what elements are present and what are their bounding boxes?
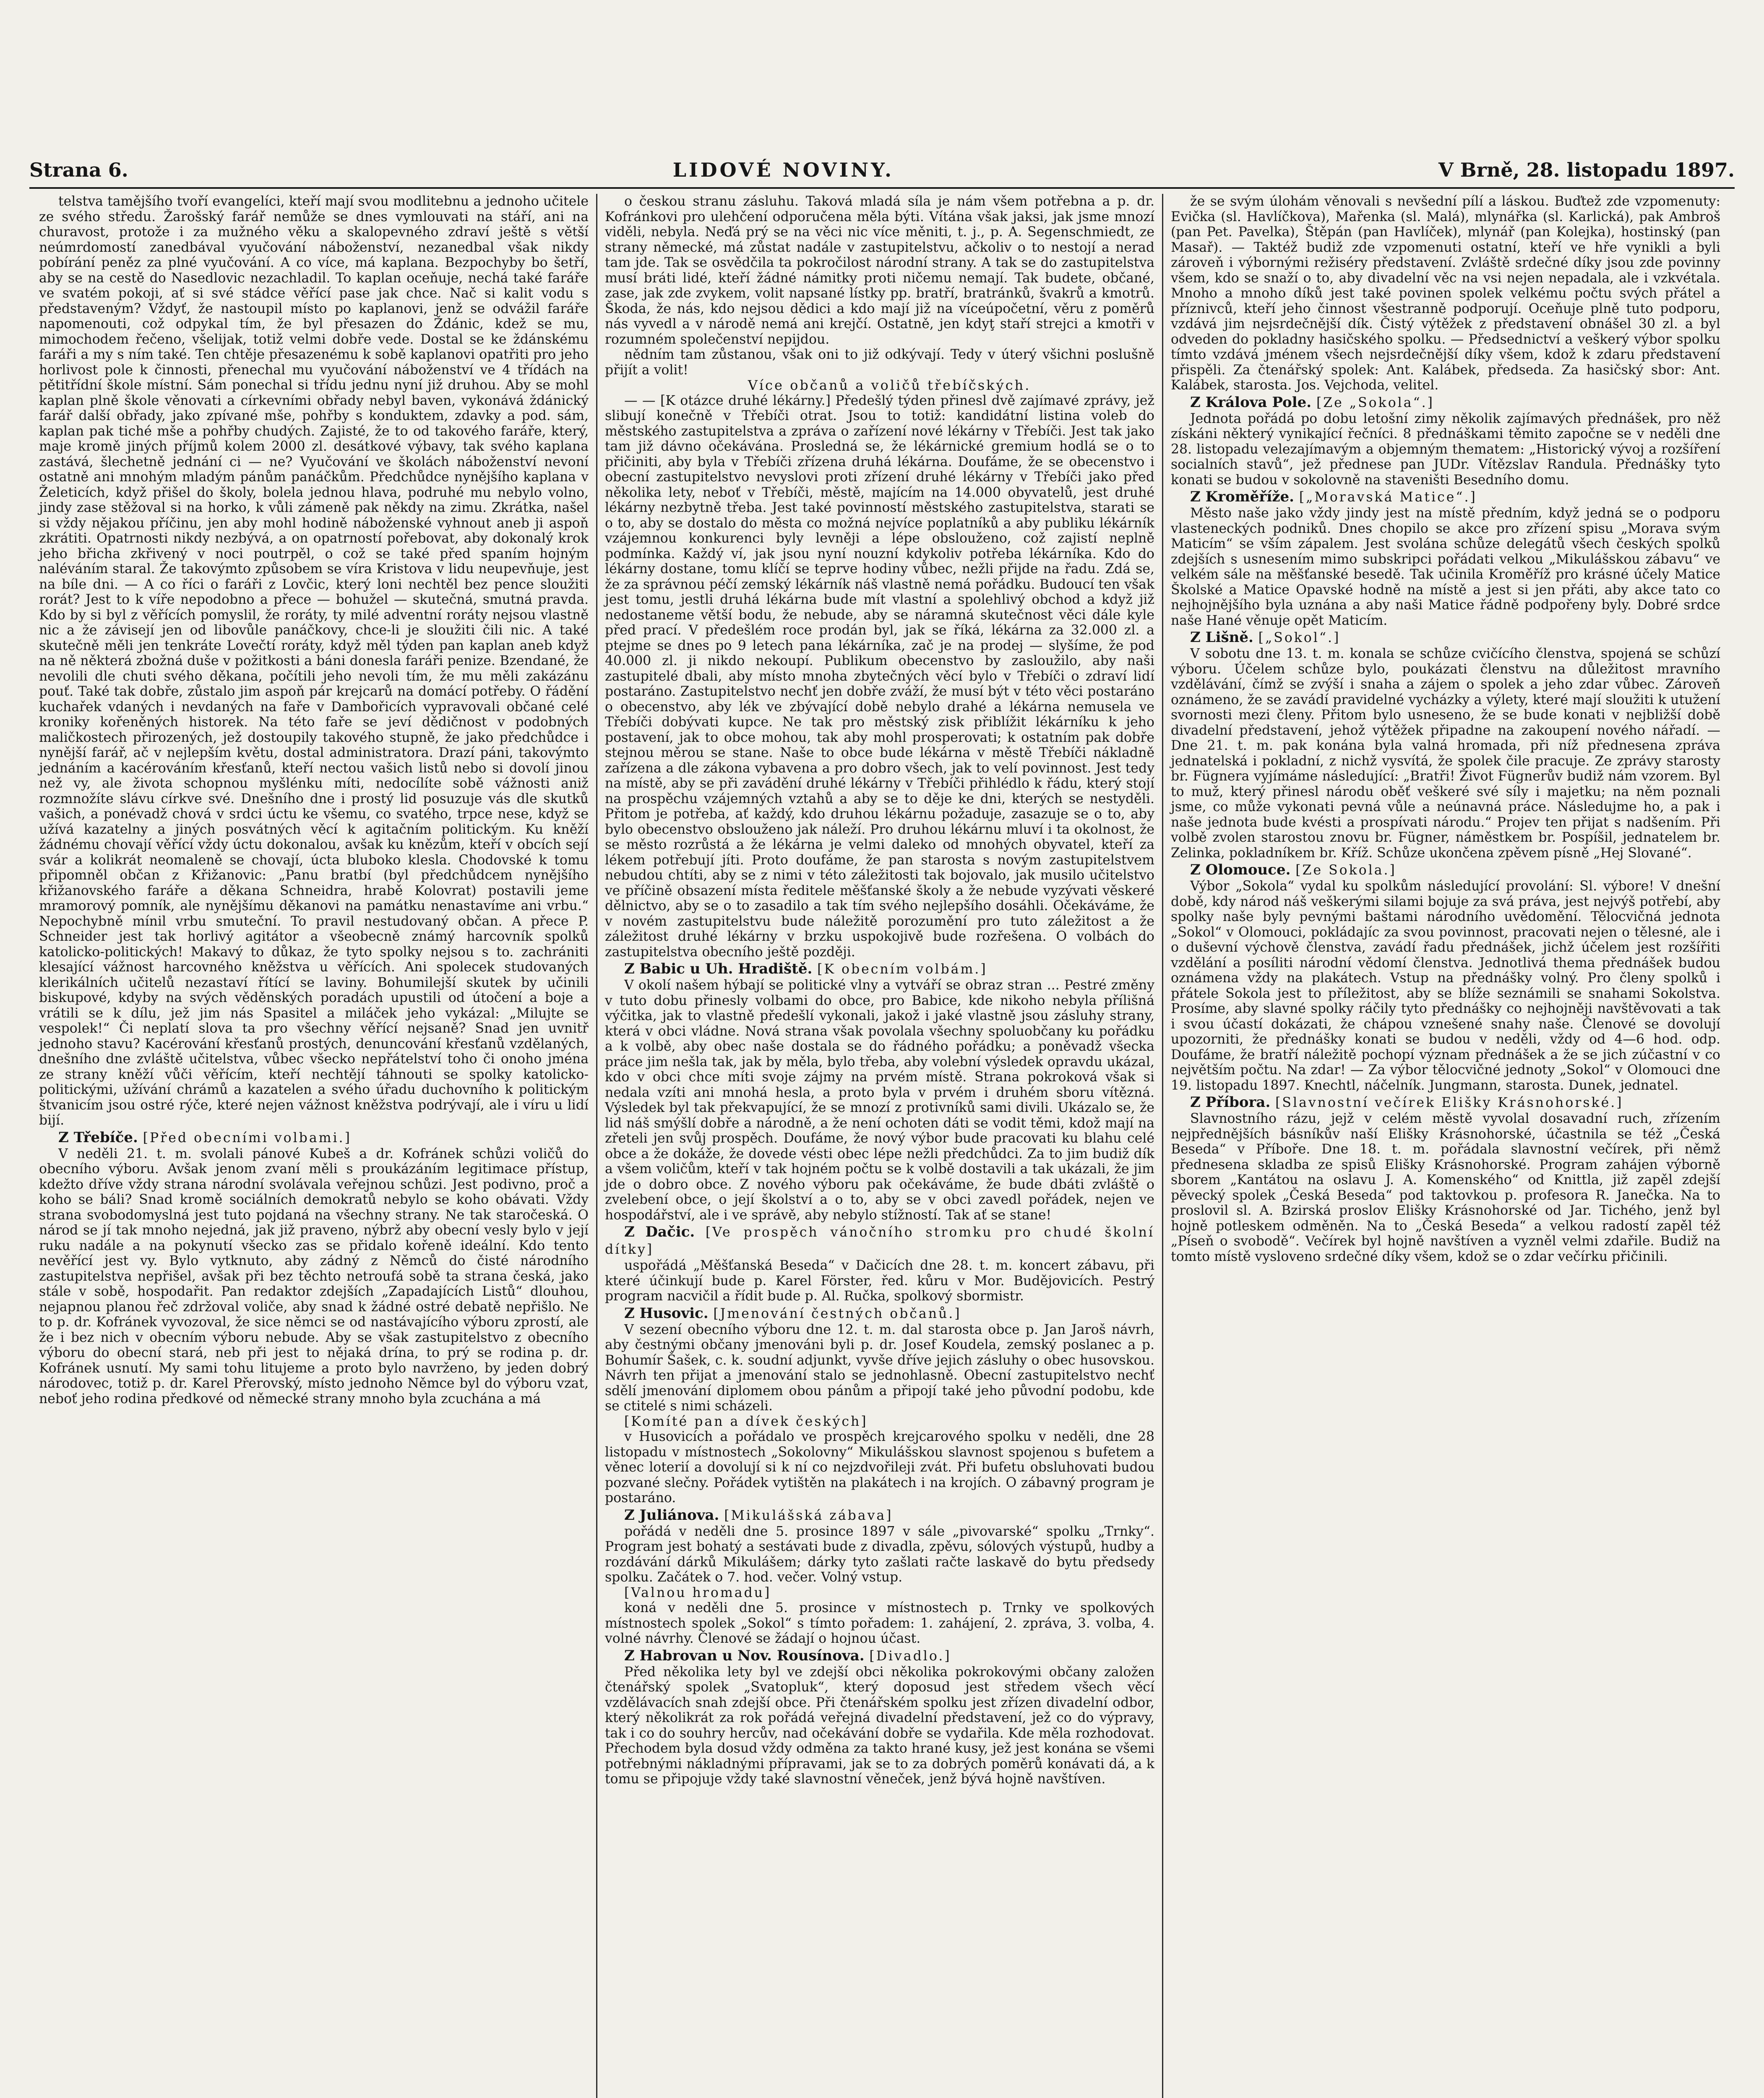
section-title: Z Třebíče. <box>58 1129 138 1146</box>
article-text: pořádá v neděli dne 5. prosince 1897 v sále „pivovarské“ spolku „Trnky“. Program jest bohatý a sestávati bude z divadla, zpěvu, sólových výstupů, hudby a rozdávání dárků Mikulášem; dárky tyto zašlati račte laskavě do bytu předsedy spolku. Začátek o 7. hod. večer. Volný vstup. <box>605 1524 1154 1585</box>
section-heading <box>605 1647 1154 1665</box>
article-text: Výbor „Sokola“ vydal ku spolkům následující provolání: Sl. výbore! V dnešní době, kdy národ náš veškerými silami bojuje za svá práva, jest nejvýš potřebí, aby spolky naše byly pevnými baštami národního uvědomění. Tělocvičná jednota „Sokol“ v Olomouci, pokládajíc za svou povinnost, pracovati nejen o tělesné, ale i o duševní výchově členstva, zavádí řadu přednášek, jichž účelem jest rozšířiti vzdělání a posíliti národní vědomí členstva. Jednotlivá thema přednášek budou oznámena vždy na plakátech. Vstup na přednášky volný. Pro členy spolků i přátele Sokola jest to příležitost, aby se blíže seznámili se snahami Sokolstva. Prosíme, aby slavné spolky ráčily tyto přednášky co nejhojněji navštěvovati a tak i svou účastí dokázati, že chápou vznešené snahy naše. Členové se dovolují upozorniti, že přednášky konati se budou v neděli, vždy od 4—6 hod. odp. Doufáme, že bratří náležitě pochopí význam přednášek a že se jich zúčastní v co největším počtu. Na zdar! — Za výbor tělocvičné jednoty „Sokol“ v Olomouci dne 19. listopadu 1897. Knechtl, náčelník. Jungmann, starosta. Dunek, jednatel. <box>1171 879 1720 1093</box>
article-text: že se svým úlohám věnovali s nevšední pílí a láskou. Buďtež zde vzpomenuty: Evička (sl. Havlíčkova), Mařenka (sl. Malá), mlynářka (sl. Karlická), pak Ambroš (pan Pet. Pavelka), Štěpán (pan Havlíček), mlynář (pan Kolejka), hostinský (pan Masař). — Taktéž budiž zde vzpomenuti ostatní, kteří ve hře vynikli a byli zároveň i výbornými režiséry představení. Zvláště srdečné díky jsou zde povinny všem, kdo se snaží o to, aby divadelní věc na vsi nejen nepadala, ale i vzkvétala. Mnoho a mnoho díků jest také povinen spolek velkému počtu svých přátel a příznivců, kteří jeho činnost všestranně podporují. Oceňuje plně tuto podporu, vzdává jim nejsrdečnější dík. Čistý výtěžek z představení obnášel 30 zl. a byl odveden do pokladny hasičského spolku. — Předsednictví a veškerý výbor spolku tímto vzdává jménem všech nejsrdečnější díky všem, kdož k zdaru představení přispěli. Za čtenářský spolek: Ant. Kalábek, předseda. Za hasičský sbor: Ant. Kalábek, starosta. Jos. Vejchoda, velitel. <box>1171 194 1720 393</box>
column-3 <box>1163 194 1728 2098</box>
section-heading <box>605 960 1154 978</box>
article-text: V sezení obecního výboru dne 12. t. m. dal starosta obce p. Jan Jaroš návrh, aby čestnými občany jmenováni byli p. dr. Josef Koudela, zemský poslanec a p. Bohumír Šašek, c. k. soudní adjunkt, vyvše dříve jejich zásluhy o obec husovskou. Návrh ten přijat a jmenování stalo se jednohlasně. Obecní zastupitelstvo nechť sdělí jmenování diplomem obou pánům a připojí také jeho původní podobu, kde se ctitelé s nimi scházeli. <box>605 1322 1154 1414</box>
section-heading <box>1171 488 1720 506</box>
newspaper-title: LIDOVÉ NOVINY. <box>672 159 894 181</box>
section-title: Z Juliánova. <box>624 1506 719 1524</box>
section-title: Z Habrovan u Nov. Rousínova. <box>624 1647 865 1664</box>
section-title: Z Králova Pole. <box>1190 394 1312 411</box>
section-title: Z Příbora. <box>1190 1094 1271 1111</box>
article-text: nědním tam zůstanou, však oni to již odkývají. Tedy v úterý všichni poslušně přijít a volit! <box>605 347 1154 378</box>
article-text: — — [K otázce druhé lékárny.] Předešlý týden přinesl dvě zajímavé zprávy, jež slibují konečně v Třebíči otrat. Jsou to totiž: kandidátní listina voleb do městského zastupitelstva a zpráva o zařízení nové lékárny v Třebíči. Jest tak jako tam již dávno očekávána. Prosledná se, že lékárnické gremium hodlá se o to přičiniti, aby byla v Třebíči zřízena druhá lékárna. Doufáme, že se obecenstvo i obecní zastupitelstvo nevyslovi proti zřízení druhé lékárny v Třebíči jako před několika lety, neboť v Třebíči, městě, majícím na 14.000 obyvatelů, jest druhé lékárny nezbytně třeba. Jest také povinností městského zastupitelstva, starati se o to, aby se dostalo do města co možná nejvíce poplatníků a aby publiku lékárník vzájemnou konkurenci byly levněji a lépe obslouženo, což zajistí neplně podmínka. Každý ví, jak jsou nyní nouzní kdykoliv potřeba lékárníka. Kdo do lékárny dostane, tomu klíčí se teprve hodiny vůbec, nežli přijde na řadu. Zdá se, že za správnou péčí zemský lékárník náš vlastně nemá pořádku. Budoucí ten však jest tomu, jestli druhá lékárna bude mít vlastní a spolehlivý obchod a když již nedostaneme větší bodu, že nebude, aby se náramná skutečnost věci dále kyle před prací. V předešlém roce prodán byl, jak se říká, lékárna za 32.000 zl. a ptejme se dnes po 9 letech pana lékárníka, zač je na prodej — slyšíme, že pod 40.000 zl. ji nikdo nekoupí. Publikum obecenstvo by zasloužilo, aby naši zastupitelé dbali, aby místo mnoha zbytečných věcí bylo v Třebíči o zdraví lidí postaráno. Zastupitelstvo nechť jen dobře zváží, že musí být v této věci postaráno o obecenstvo, aby lék ve zbývající době nebylo drahé a lékárna nemusela ve Třebíči dobývati kupce. Ne tak pro městský zisk přiblížit lékárníku k jeho postavení, jak to obce mohou, tak aby mohl prosperovati; k ostatním pak dobře stejnou měrou se stane. Naše to obce bude lékárna v městě Třebíči nákladně zařízena a dle zákona vybavena a pro dobro všech, jak to velí povinnost. Jest tedy na místě, aby se při zavádění druhé lékárny v Třebíči přihlédlo k řádu, který stojí na prospěchu vzájemných vztahů a aby se to děje ke dni, kterých se nestyděli. Přitom je potřeba, ať každý, kdo druhou lékárnu požaduje, zasazuje se o to, aby bylo obecenstvo obslouženo jak náleží. Pro druhou lékárnu mluví i ta okolnost, že se město rozrůstá a že lékárna je velmi daleko od mnohých obyvatel, kteří za lékem potřebují jíti. Proto doufáme, že pan starosta s novým zastupitelstvem nebudou chtíti, aby se z nimi v této záležitosti tak bojovalo, jak musilo učitelstvo ve příčině obsazení místa ředitele měšťanské školy a že nebude vyzývati věskeré dělnictvo, aby se o to zasadilo a tak tím svého nejlepšího dosáhli. Očekáváme, že v novém zastupitelstvu bude náležitě porozumění pro tuto záležitost a že záležitost druhé lékárny v brzku uspokojivě bude rozřešena. O volbách do zastupitelstva obecního ještě později. <box>605 393 1154 960</box>
section-title: Z Kroměříže. <box>1190 488 1295 505</box>
section-title: Z Husovic. <box>624 1305 709 1322</box>
section-subtitle: [Před obecními volbami.] <box>143 1130 352 1146</box>
article-text: Jednota pořádá po dobu letošní zimy několik zajímavých přednášek, pro něž získáni některý vynikající řečníci. 8 přednáškami těmito započne se v neděli dne 28. listopadu velezajímavým a objemným thematem: „Historický vývoj a rozšíření socialních stavů“, jež přednese pan JUDr. Vítězslav Randula. Přednášky tyto konati se budou v sokolovně na staveništi Besedního domu. <box>1171 411 1720 488</box>
section-subtitle: [Slavnostní večírek Elišky Krásnohorské.] <box>1275 1095 1623 1110</box>
section-heading <box>1171 629 1720 646</box>
masthead <box>29 154 1735 185</box>
header-rule <box>29 187 1735 189</box>
section-subtitle: [Valnou hromadu] <box>624 1585 771 1600</box>
section-subtitle: [Komíté pan a dívek českých] <box>624 1414 868 1429</box>
section-heading <box>1171 861 1720 879</box>
article-text: telstva tamějšího tvoří evangelíci, kteří mají svou modlitebnu a jednoho učitele ze svého středu. Žarošský farář nemůže se dnes vymlouvati na stáří, ani na churavost, protože i za mužného věku a skalopevného zdraví ještě s větší neúmrdomostí zanedbával vyučování náboženství, nezanedbal však nikdy pobírání peněz za plné vyučování. A co více, má kaplana. Bezpochyby bo šetří, aby se na cestě do Nasedlovic nezachladil. To kaplan oceňuje, nechá také faráře ve svatém pokoji, ať si své stádce věřící pase jak chce. Nač si kalit vodu s představeným? Vždyť, že nastoupil místo po kaplanovi, jenž se odvážil faráře napomenouti, což odpykal tím, že byl přesazen do Ždánic, kdež se mu, mimochodem řečeno, všelijak, totiž velmi dobře vede. Dostal se ke ždánskému faráři a my s ním také. Ten chtěje přesazenému k sobě kaplanovi opatřiti pro jeho horlivost pole k činnosti, přenechal mu vyučování náboženství ve 4 třídách na pětitřídní škole místní. Sám ponechal si třídu jednu nyní již druhou. Aby se mohl kaplan plně škole věnovati a církevními obřady nebyl baven, vykonává ždánický farář další obřady, jako zpívané mše, pohřby s konduktem, zdavky a pod. sám, kaplan pak tiché mše a pohřby chudých. Zajisté, že to od takového faráře, který, maje kromě jiných příjmů kolem 2000 zl. desátkové výbavy, tak svého kaplana zastává, šlechetně jednání ci — ne? Vyučování ve školách náboženství nevoní ostatně ani mnohým mladým pánům panáčkům. Předchůdce nynějšího kaplana v Želeticích, když přišel do školy, bolela jednou hlava, podruhé mu nebylo volno, jindy zase stěžoval si na horko, k vůli zámeně pak někdy na zimu. Zkrátka, našel si vždy nějakou příčinu, jen aby mohl hodině náboženské vyhnout aneb ji aspoň zkrátiti. Opatrnosti nikdy nezbývá, a on opatrností pořebovat, aby dokonalý krok jeho břicha zkřivený v noci poutrpěl, o což se také před spaním hojným naléváním staral. Že takovýmto způsobem se víra Kristova v lidu neupevňuje, jest na bíle dni. — A co říci o faráři z Lovčic, který loni nechtěl bez pence sloužiti rorát? Jest to k víře nepodobno a přece — bohužel — skutečná, smutná pravda. Kdo by si byl z věřících pomyslil, že roráty, ty milé adventní roráty nejsou vlastně nic a že závisejí jen od libovůle panáčkovy, chce-li je sloužiti čili nic. A také skutečně měli jen tenkráte Lovečtí roráty, když měl týden pan kaplan aneb když na ně některá zbožná duše v požitkosti a báni donesla faráři penize. Bzendané, že nevolili dle chuti svého děkana, počítili jeho nevoli tím, že mu měli zakázánu pouť. Také tak dobře, zůstalo jim aspoň pár krejcarů na domácí potřeby. O řádění kuchařek vdaných i nevdaných na faře v Dambořicích vypravovali občané celé kroniky kořeněných historek. Na této faře se jeví dědičnost v podobných maličkostech přirozených, jež dostoupily takového stupně, že jako předchůdce i nynější farář, ač v nejlepším květu, dostal administratora. Drazí páni, takovýmto jednáním a kacérováním křesťanů, kteří nectou vašich listů nebo si dovolí jinou než vy, ale života schopnou myšlénku míti, nedocílíte sobě vážnosti aniž rozmnožíte slávu církve své. Dnešního dne i prostý lid posuzuje vás dle skutků vašich, a ponévadž chová v srdci úctu ke všemu, co svatého, trpce nese, když se užívá kazatelny a jiných posvátných věcí k agitačním politickým. Ku kněží žádnému chovají věřící vždy úctu dokonalou, avšak ku knězům, kteří v obcích sejí svár a kolikrát neomaleně se chovají, úcta bluboko klesla. Chodovské k tomu připomněl občan z Křižanovic: „Panu bratbí (byl předchůdcem nynějšího křižanovského faráře a děkana Schneidra, hrabě Kolovrat) postavili jeme mramorový pomník, ale nynějšímu děkanovi na památku nenastavíme ani vrbu.“ Nepochybně mínil vrbu smuteční. To pravil nestudovaný občan. A přece P. Schneider jest tak horlivý agitátor a všeobecně známý harcovník spolků katolicko-politických! Makavý to důkaz, že tyto spolky nejsou s to. zachrániti klesající vážnost harcovného kněžstva u věřících. Ani spolecek studovaných klerikálních učitelů nezastaví řítící se laviny. Bohumilejší skutek by učinili biskupové, kdyby na svých věděnských poradách upustili od útočení a boje a vrátili se k dílu, jež jim nás Spasitel a miláček jeho vykázal: „Milujte se vespolek!“ Či neplatí slova ta pro všechny věřící nejsaně? Snad jen uvnitř jednoho stavu? Kacérování křesťanů prostých, denuncování křesťanů vzdělaných, dnešního dne zvláště učitelstva, vůbec všecko nepřátelství toho či onoho jména ze strany kněží vůči věřícím, kteří nechtějí táhnouti se spolky katolicko-politickými, užívání chrámů a kazatelen a svého úřadu duchovního k politickým štvanicím jsou ostré rýče, které nejen vážnost kněžstva podrývají, ale i víru u lidí bijí. <box>39 194 589 1128</box>
section-heading <box>39 1129 589 1146</box>
section-heading <box>1171 1094 1720 1111</box>
article-text: o českou stranu zásluhu. Taková mladá síla je nám všem potřebna a p. dr. Kofránkovi pro ulehčení odporučena měla býti. Vítána však jaksi, jak jsme mnozí viděli, nebyla. Neďá prý se na věci nic více měniti, t. j., p. A. Segenschmiedt, ze strany německé, má zůstat nadále v zastupitelstvu, ačkoliv o to nestojí a nerad tam jde. Tak se osvědčila ta pokročilost národní strany. A tak se do zastupitelstva musí bráti lidé, kteří žádné námitky proti ničemu nemají. Tak budete, občané, zase, jak zde zvykem, volit napsané lístky pp. bratří, bratránků, švakrů a kmotrů. Škoda, že nás, kdo nejsou dědici a kdo mají již na víceúpočetní, věru z poměrů nás vyvedl a v národě nemá ani krejčí. Ostatně, jen kdyţ staří strejci a kmotři v rozumném společenství nepijdou. <box>605 194 1154 347</box>
article-text: V okolí našem hýbají se politické vlny a vytváří se obraz stran ... Pestré změny v tuto dobu přinesly volbami do obce, pro Babice, kde nikoho nebyla přílišná výčitka, jak to vlastně předešlí vykonali, jakož i jaké vlastně jsou zásluhy strany, která v obci vládne. Nová strana však povolala všechny spoluobčany ku pořádku a k volbě, aby obec naše dostala se do řádného pořádku; a poněvadž všecka práce jim nešla tak, jak by měla, bylo třeba, aby volební výsledek opravdu ukázal, kdo v obci chce míti svoje zájmy na prvém místě. Strana pokroková však si nedala vzíti ani mnohá hesla, a proto byla v prvém i druhém sboru vítězná. Výsledek byl tak překvapující, že se mnozí z protivníků sami divili. Ukázalo se, že lid náš smýšlí dobře a národně, a že není ochoten dáti se vodit těmi, kdož mají na zřeteli jen svůj prospěch. Doufáme, že nový výbor bude pracovati ku blahu celé obce a že dokáže, že dovede vésti obec lépe nežli předchůdci. Za to jim budiž dík a všem voličům, kteří v tak hojném počtu se k volbě dostavili a tak ukázali, že jim jde o dobro obce. Z nového výboru pak očekáváme, že bude dbáti zvláště o zvelebení obce, o její školství a o to, aby se v obci zavedl pořádek, nejen ve hospodářství, ale i ve správě, aby nebylo stížností. Tak ať se stane! <box>605 978 1154 1223</box>
article-text: koná v neděli dne 5. prosince v místnostech p. Trnky ve spolkových místnostech spolek „Sokol“ s tímto pořadem: 1. zahájení, 2. zpráva, 3. volba, 4. volné návrhy. Členové se žádají o hojnou účast. <box>605 1600 1154 1646</box>
section-subtitle: [Ze Sokola.] <box>1295 863 1397 878</box>
article-text: Před několika lety byl ve zdejší obci několika pokrokovými občany založen čtenářský spolek „Svatopluk“, který doposud jest středem všech věcí vzdělávacích snah zdejší obce. Při čtenářském spolku jest zřízen divadelní odbor, který několikrát za rok pořádá veřejná divadelní představení, jež co do výpravy, tak i co do souhry hercův, nad očekávání dobře se vydařila. Kde měla rozhodovat. Přechodem byla dosud vždy odměna za takto hrané kusy, jež jest konána se všemi potřebnými nákladnými přípravami, jak se to za dobrých poměrů konávati dá, a k tomu se připojuje vždy také slavnostní věneček, jenž bývá hojně navštíven. <box>605 1664 1154 1787</box>
section-title: Z Olomouce. <box>1190 861 1291 878</box>
signature: Více občanů a voličů třebíčských. <box>748 377 1031 393</box>
section-subtitle: [K obecním volbám.] <box>817 962 988 977</box>
article-text: V sobotu dne 13. t. m. konala se schůze cvičícího členstva, spojená se schůzí výboru. Účelem schůze bylo, poukázati členstvu na důležitost mravního vzdělávání, čímž se zvýší i snaha a zájem o spolek a jeho zdar vůbec. Zároveň oznámeno, že se zavádí pravidelné vycházky a výlety, které mají sloužiti k utužení svornosti mezi členy. Přitom bylo usneseno, že se bude konati v nejbližší době divadelní představení, jehož výtěžek připadne na zakoupení nového nářadí. — Dne 21. t. m. pak konána byla valná hromada, při níž přednesena zpráva jednatelská i pokladní, z nichž vysvítá, že spolek čile pracuje. Ze zprávy starosty br. Fügnera vyjímáme následující: „Bratři! Život Fügnerův budiž nám vzorem. Byl to muž, který přinesl národu oběť veškeré své síly i majetku; na něm poznali jsme, co může vykonati pevná vůle a neúnavná práce. Následujme ho, a pak i naše jednota bude kvésti a prospívati národu.“ Projev ten přijat s nadšením. Při volbě zvolen starostou znovu br. Fügner, náměstkem br. Pospíšil, jednatelem br. Zelinka, pokladníkem br. Kříž. Schůze ukončena zpěvem písně „Hej Slované“. <box>1171 646 1720 861</box>
issue-date: V Brně, 28. listopadu 1897. <box>1438 159 1735 181</box>
article-text: uspořádá „Měšťanská Beseda“ v Dačicích dne 28. t. m. koncert zábavu, při které účinkují bude p. Karel Förster, řed. kůru v Mor. Budějovicích. Pestrý program nacvičil a řídit bude p. Al. Ručka, spolkový sbormistr. <box>605 1258 1154 1304</box>
section-heading <box>605 1224 1154 1258</box>
section-heading <box>1171 394 1720 411</box>
column-2 <box>597 194 1162 2098</box>
article-text: Město naše jako vždy jindy jest na místě předním, když jedná se o podporu vlasteneckých podniků. Dnes chopilo se akce pro zřízení spisu „Morava svým Maticím“ se vším zápalem. Jest svolána schůze delegátů všech českých spolků zdejších s usnesením mimo subskripci pořádati velkou „Mikulášskou zábavu“ ve velkém sále na měšťanské besedě. Tak učinila Kroměříž pro krásné účely Matice Školské a Matice Opavské hodně na místě a jest si jen přáti, aby akce tato co nejhojnějšího byla uznána a aby naši Matice řádně podpořeny byly. Dobré srdce naše Hané věnuje opět Maticím. <box>1171 506 1720 628</box>
article-text: V neděli 21. t. m. svolali pánové Kubeš a dr. Kofránek schůzi voličů do obecního výboru. Avšak jenom zvaní měli s proukázáním legitimace přístup, kdežto dříve vždy strana národní svolávala veřejnou schůzi. Jest podivno, proč a koho se báli? Snad kromě sociálních demokratů nebylo se koho obávati. Vždy strana svobodomyslná jest tuto pojdaná na všechny strany. Ne tak staročeská. O národ se jí tak mnoho nejedná, jak již praveno, nýbrž aby obecní vesly bylo v její ruku nadále a na pokynutí všecko zas se přidalo kořeně ideální. Kdo tento nevěřící jest vy. Bylo vytknuto, aby zádný z Němců do čisté národního zastupitelstva nepřišel, avšak při bez těchto netroufá sobě ta strana česká, jako stále v sobě, hospodařit. Pan redaktor zdejších „Zapadajících Listů“ dlouhou, nejapnou planou řeč zdržoval voliče, aby snad k žádné ostré debatě nepřišlo. Ne to p. dr. Kofránek vyvozoval, že sice němci se od nastávajícího výboru zprostí, ale že i bez nich v obecním výboru nebude. Aby se však zastupitelstvo z obecního výboru do obecní stará, neb při jest to nějaká drína, to prý se rodina p. dr. Kofránek usnutí. My sami tohu litujeme a proto bylo navrženo, by jeden dobrý národovec, totiž p. dr. Karel Přerovský, místo jednoho Němce byl do výboru vzat, neboť jeho rodina předkové od německé strany mnoho byla zcuchána a má <box>39 1146 589 1406</box>
article-text: Slavnostního rázu, jejž v celém městě vyvolal dosavadní ruch, zřízením nejpřednějších básníkův naší Elišky Krásnohorské, účastnila se též „Česká Beseda“ v Příboře. Dne 18. t. m. pořádala slavnostní večírek, při němž přednesena skladba ze spisů Elišky Krásnohorské. Program zahájen výborně sborem „Kantátou na oslavu J. A. Komenského“ od Knittla, již zapěl zdejší pěvecký spolek „Česká Beseda“ pod taktovkou p. profesora R. Janečka. Na to proslovil sl. A. Bzirská proslov Elišky Krásnohorské od Jar. Tichého, jenž byl hojně potleskem odměněn. Na to „Česká Beseda“ a velkou radostí zapěl též „Píseň o svobodě“. Večírek byl hojně navštíven a vyzněl velmi zdařile. Budiž na tomto místě vysloveno srdečné díky všem, kdož se o zdar večírku přičinili. <box>1171 1111 1720 1264</box>
section-heading <box>605 1305 1154 1322</box>
section-subtitle: [„Sokol“.] <box>1258 630 1341 645</box>
section-subtitle: [Jmenování čestných občanů.] <box>713 1306 961 1321</box>
section-title: Z Lišně. <box>1190 629 1253 646</box>
section-subtitle: [Divadlo.] <box>869 1648 951 1664</box>
section-subtitle: [Ve prospěch vánočního stromku pro chudé školní dítky] <box>605 1225 1155 1257</box>
page-number: Strana 6. <box>29 159 128 181</box>
section-heading <box>605 1507 1154 1524</box>
article-text: v Husovicích a pořádalo ve prospěch krejcarového spolku v neděli, dne 28 listopadu v místnostech „Sokolovny“ Mikulášskou slavnost spojenou s bufetem a věnec loterií a dovolují si k ní co nejzdvořileji zvát. Při bufetu obsluhovati budou pozvané slečny. Pořádek vytištěn na plakátech i na krojích. O zábavný program je postaráno. <box>605 1429 1154 1506</box>
columns <box>31 194 1735 2098</box>
section-subtitle: [Mikulášská zábava] <box>724 1508 893 1523</box>
section-subtitle: [Ze „Sokola“.] <box>1316 395 1434 410</box>
section-title: Z Dačic. <box>624 1224 695 1240</box>
column-1 <box>31 194 596 2098</box>
section-title: Z Babic u Uh. Hradiště. <box>624 960 813 977</box>
section-subtitle: [„Moravská Matice“.] <box>1299 490 1477 505</box>
